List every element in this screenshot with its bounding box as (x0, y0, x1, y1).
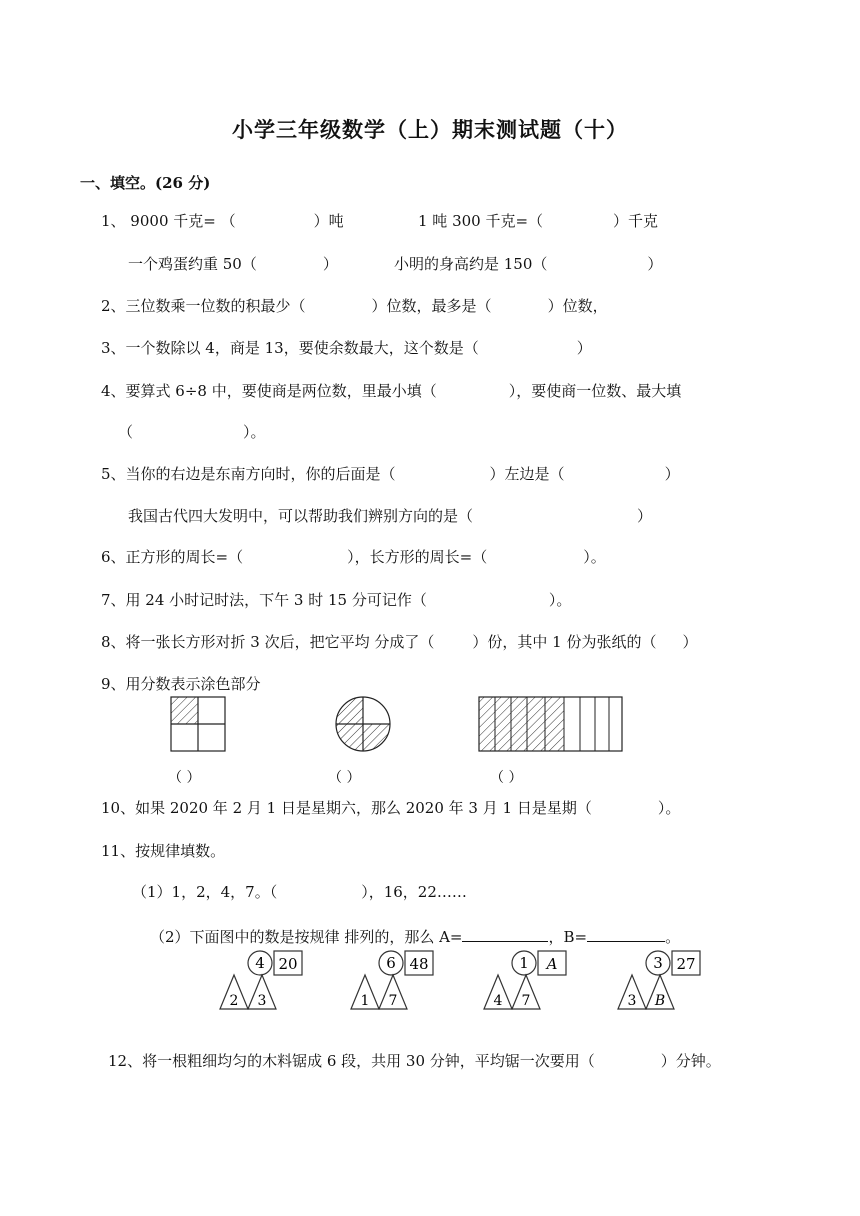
question-3: 3、一个数除以 4，商是 13，要使余数最大，这个数是（ ） (101, 339, 592, 357)
circle-number: 1 (519, 954, 529, 972)
fraction-figures (160, 690, 640, 790)
pattern-group-2 (351, 951, 433, 1009)
pattern-group-1 (220, 951, 302, 1009)
question-7: 7、用 24 小时记时法，下午 3 时 15 分可记作（ ）。 (101, 591, 572, 609)
circle-number: 6 (386, 954, 396, 972)
square-number: 27 (676, 955, 696, 973)
left-triangle-number: 3 (627, 993, 637, 1009)
pattern-group-4 (618, 951, 700, 1009)
question-1-line-2b: 小明的身高约是 150（ ） (394, 255, 663, 273)
pattern-diagram (216, 946, 708, 1016)
square-number: A (546, 955, 558, 973)
left-triangle-number: 1 (360, 993, 370, 1009)
question-4: 4、要算式 6÷8 中，要使商是两位数，里最小填（ ），要使商一位数、最大填 (101, 382, 682, 400)
square-number: 20 (278, 955, 298, 973)
question-11-part-1: （1）1，2，4，7。（ ），16，22…… (132, 883, 467, 901)
question-6: 6、正方形的周长=（ ），长方形的周长=（ ）。 (101, 548, 606, 566)
q1-part-a: 1、 9000 千克= （ (101, 212, 236, 230)
left-triangle-number: 2 (229, 993, 239, 1009)
square-shaded-part (171, 697, 198, 724)
answer-b-blank[interactable] (587, 925, 665, 942)
right-triangle-number: B (654, 993, 666, 1009)
fraction-answer-blank-2[interactable]: （ ） (328, 770, 361, 786)
fraction-square-figure (171, 697, 225, 751)
circle-number: 3 (653, 954, 663, 972)
fraction-strip-figure (479, 697, 622, 751)
question-1-line-2: 一个鸡蛋约重 50（ ） (128, 255, 338, 273)
right-triangle-number: 7 (521, 993, 531, 1009)
page-title: 小学三年级数学（上）期末测试题（十） (232, 117, 628, 142)
question-10: 10、如果 2020 年 2 月 1 日是星期六，那么 2020 年 3 月 1 日是星期（ ）。 (101, 799, 681, 817)
square-number: 48 (409, 955, 429, 973)
question-1-line-1b: 1 吨 300 千克=（ ）千克 (418, 212, 659, 230)
question-5-line-2: 我国古代四大发明中，可以帮助我们辨别方向的是（ ） (128, 507, 653, 525)
question-8: 8、将一张长方形对折 3 次后，把它平均 分成了（ ）份，其中 1 份为张纸的（ ） (101, 633, 698, 651)
left-triangle-number: 4 (493, 993, 503, 1009)
question-9: 9、用分数表示涂色部分 (101, 675, 261, 693)
circle-number: 4 (255, 954, 265, 972)
right-triangle-number: 7 (388, 993, 398, 1009)
fraction-answer-blank-3[interactable]: （ ） (490, 770, 523, 786)
fraction-circle-figure (336, 697, 390, 751)
question-1-line-1: 1、 9000 千克= （ ）吨 (101, 212, 344, 230)
question-2: 2、三位数乘一位数的积最少（ ）位数，最多是（ ）位数， (101, 297, 608, 315)
right-triangle-number: 3 (257, 993, 267, 1009)
section-heading: 一、填空。(26 分) (80, 174, 211, 192)
answer-a-blank[interactable] (462, 925, 548, 942)
question-5: 5、当你的右边是东南方向时，你的后面是（ ）左边是（ ） (101, 465, 680, 483)
question-11-part-2: （2）下面图中的数是按规律 排列的，那么 A= ，B= 。 (150, 925, 680, 947)
strip-shaded-part (479, 697, 564, 751)
question-12: 12、将一根粗细均匀的木料锯成 6 段，共用 30 分钟，平均锯一次要用（ ）分钟。 (108, 1052, 721, 1070)
question-4-line-2: （ ）。 (118, 423, 266, 441)
question-11: 11、按规律填数。 (101, 842, 226, 860)
pattern-group-3 (484, 951, 566, 1009)
fraction-answer-blank-1[interactable]: （ ） (168, 770, 201, 786)
